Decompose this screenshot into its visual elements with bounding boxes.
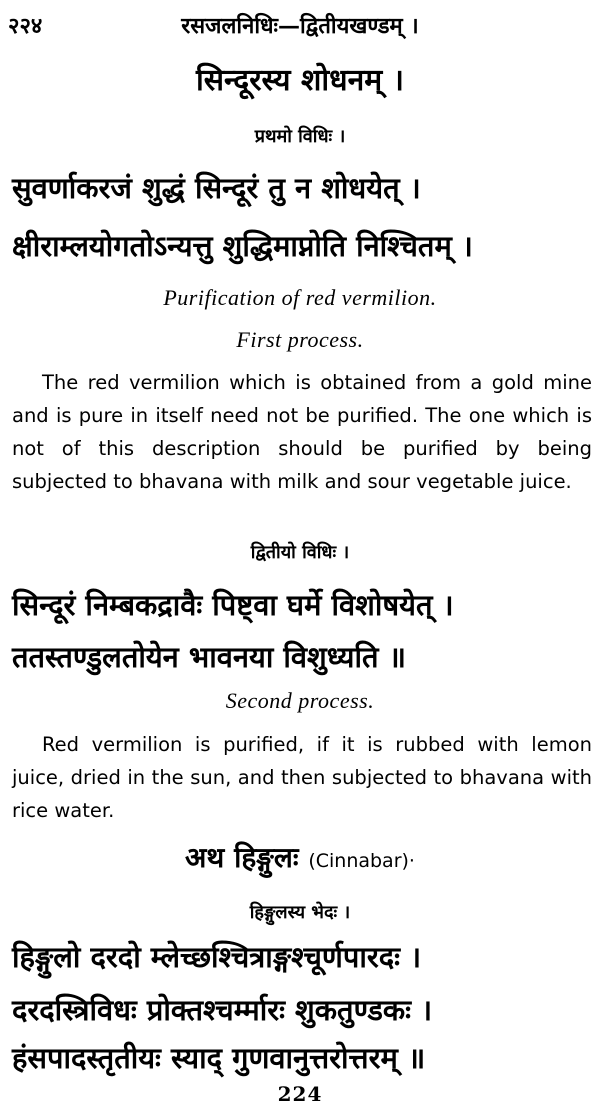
paragraph-first-process bbox=[12, 366, 592, 498]
verse-line-4: ततस्तण्डुलतोयेन भावनया विशुध्यति ॥ bbox=[12, 640, 407, 674]
method-label-second: द्वितीयो विधिः । bbox=[250, 542, 350, 563]
english-method-second: Second process. bbox=[225, 688, 375, 713]
subheading-hingula-types: हिङ्गुलस्य भेदः । bbox=[249, 902, 351, 923]
running-title: रसजलनिधिः—द्वितीयखण्डम् । bbox=[181, 13, 419, 39]
cinnabar-title-devanagari: अथ हिङ्गुलः bbox=[185, 841, 299, 874]
footer-page-number: 224 bbox=[277, 1082, 323, 1106]
header-page-number: २२४ bbox=[8, 13, 43, 39]
section-title-sindura: सिन्दूरस्य शोधनम् । bbox=[195, 63, 405, 98]
verse-line-7: हंसपादस्तृतीयः स्याद् गुणवानुत्तरोत्तरम् ॥ bbox=[12, 1041, 426, 1075]
verse-line-5: हिङ्गुलो दरदो म्लेच्छश्चित्राङ्गश्चूर्णपारदः । bbox=[12, 940, 422, 974]
english-method-first: First process. bbox=[236, 327, 364, 352]
verse-line-6: दरदस्त्रिविधः प्रोक्तश्चर्म्मारः शुकतुण्डकः । bbox=[12, 993, 433, 1027]
running-header bbox=[0, 10, 600, 44]
verse-line-3: सिन्दूरं निम्बकद्रावैः पिष्ट्वा घर्मे विशोषयेत् । bbox=[12, 588, 454, 622]
section-title-cinnabar bbox=[0, 838, 600, 876]
english-title: Purification of red vermilion. bbox=[163, 285, 437, 310]
method-label-first: प्रथमो विधिः । bbox=[254, 126, 346, 147]
cinnabar-title-english: (Cinnabar)· bbox=[308, 850, 415, 872]
verse-line-1: सुवर्णाकरजं शुद्धं सिन्दूरं तु न शोधयेत् । bbox=[12, 171, 421, 205]
paragraph-text: Red vermilion is purified, if it is rubbed with lemon juice, dried in the sun, and then subjected to bhavana with rice water. bbox=[12, 733, 592, 822]
verse-line-2: क्षीराम्लयोगतोऽन्यत्तु शुद्धिमाप्नोति निश्चितम् । bbox=[12, 229, 473, 263]
paragraph-text: The red vermilion which is obtained from a gold mine and is pure in itself need not be purified. The one which is not of this description should be purified by being subjected to bhavana with milk and sour vegetable juice. bbox=[12, 371, 592, 493]
paragraph-second-process bbox=[12, 728, 592, 827]
